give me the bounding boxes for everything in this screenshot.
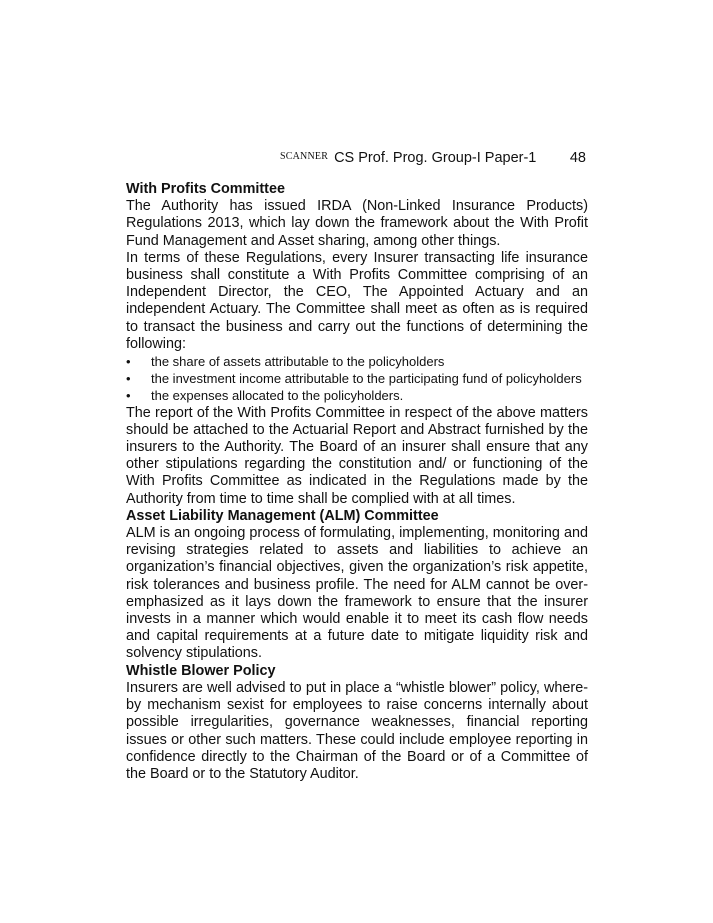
bullet-icon: • (126, 388, 131, 404)
page-number: 48 (569, 150, 586, 166)
heading-alm-committee: Asset Liability Management (ALM) Committee (126, 507, 439, 524)
running-title: CS Prof. Prog. Group-I Paper-1 (334, 150, 537, 166)
bullet-icon: • (126, 371, 131, 387)
list-item-text: the share of assets attributable to the policyholders (151, 354, 445, 370)
scanner-logo: SCANNER (280, 150, 329, 162)
list-item-text: the investment income attributable to the participating fund of policyholders (151, 371, 582, 387)
heading-with-profits-committee: With Profits Committee (126, 181, 285, 197)
list-item (126, 387, 588, 404)
bullet-list (126, 353, 588, 405)
list-item (126, 370, 588, 387)
list-item-text: the expenses allocated to the policyholders. (151, 388, 404, 404)
paragraph: ALM is an ongoing process of formulating, implementing, monitoring and revising strategies related to assets and liabilities to achieve an organization’s financial objectives, given the organization’s risk appetite, risk tolerances and business profile. The need for ALM cannot be over-emphasized as it lays down the framework to ensure that the insurer invests in a manner which would enable it to meet its cash flow needs and capital requirements at a future date to mitigate liquidity risk and solvency stipulations. (126, 525, 588, 662)
list-item (126, 353, 588, 370)
page-header (280, 148, 586, 168)
paragraph: In terms of these Regulations, every Insurer transacting life insurance business shall constitute a With Profits Committee comprising of an Independent Director, the CEO, The Appointed Actuary and an independent Actuary. The Committee shall meet as often as is required to transact the business and carry out the functions of determining the following: (126, 249, 588, 352)
bullet-icon: • (126, 354, 131, 370)
paragraph: The report of the With Profits Committee in respect of the above matters should be attached to the Actuarial Report and Abstract furnished by the insurers to the Authority. The Board of an insurer shall ensure that any other stipulations regarding the constitution and/ or functioning of the With Profits Committee as indicated in the Regulations made by the Authority from time to time shall be complied with at all times. (126, 404, 588, 507)
paragraph: Insurers are well advised to put in place a “whistle blower” policy, where-by mechanism sexist for employees to raise concerns internally about possible irregularities, governance weaknesses, financial reporting issues or other such matters. These could include employee reporting in confidence directly to the Chairman of the Board or of a Committee of the Board or to the Statutory Auditor. (126, 679, 588, 782)
page-body (126, 181, 588, 783)
heading-whistle-blower-policy: Whistle Blower Policy (126, 662, 276, 679)
paragraph: The Authority has issued IRDA (Non-Linked Insurance Products) Regulations 2013, which lay down the framework about the With Profit Fund Management and Asset sharing, among other things. (126, 198, 588, 249)
